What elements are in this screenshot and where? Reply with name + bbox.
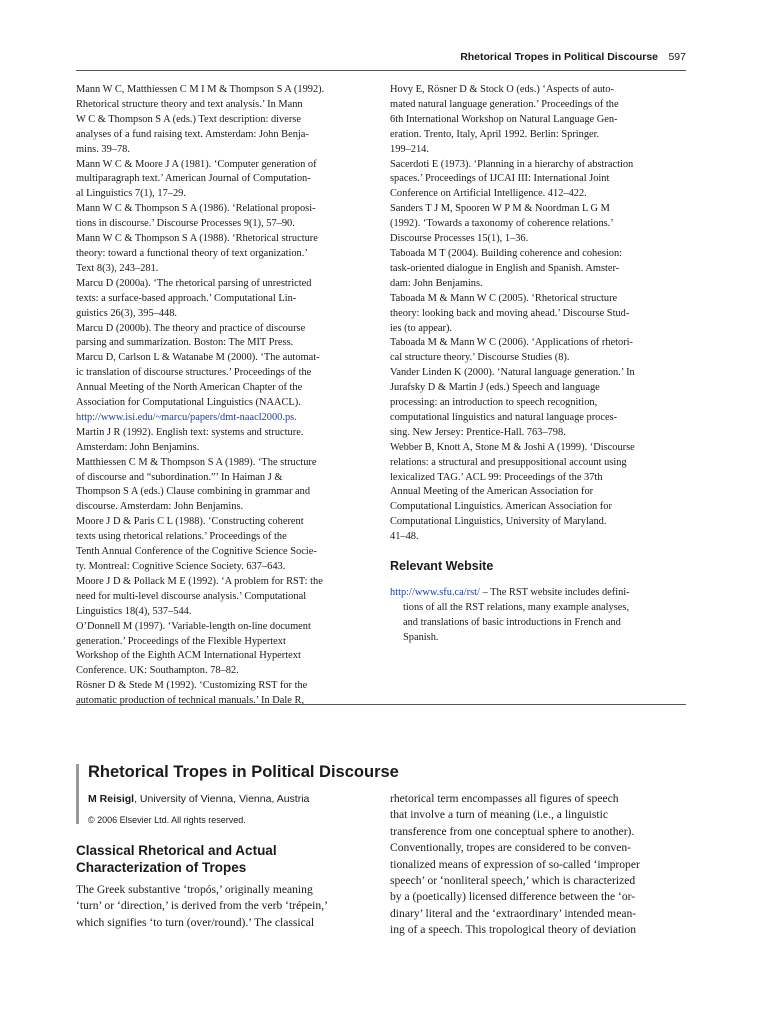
reference-entry: Moore J D & Pollack M E (1992). ‘A problem for RST: the need for multi-level discourse analysis.’ Computational Linguistics 18(4), 537–544. — [76, 575, 323, 617]
reference-entry: Taboada M & Mann W C (2005). ‘Rhetorical structure theory: looking back and moving ahead.’ Discourse Stud- ies (to appear). — [390, 292, 630, 334]
author-affiliation: , University of Vienna, Vienna, Austria — [134, 793, 310, 805]
reference-entry: Mann W C & Thompson S A (1988). ‘Rhetorical structure theory: toward a functional theory of text organization.’ Text 8(3), 243–281. — [76, 233, 318, 274]
website-desc-line: and translations of basic introductions in French and — [403, 616, 621, 628]
reference-entry: Vander Linden K (2000). ‘Natural language generation.’ In Jurafsky D & Martin J (eds.) Speech and language processing: an introduction to speech recognition, computational linguistics and natural language proces- sing. New Jersey: Prentice-Hall. 763–798. — [390, 367, 635, 438]
section-divider — [76, 704, 686, 705]
author-name: M Reisigl — [88, 793, 135, 805]
references-left-column — [76, 83, 370, 709]
reference-entry: Hovy E, Rösner D & Stock O (eds.) ‘Aspects of auto- mated natural language generation.’ Proceedings of the 6th International Workshop on Natural Language Gen- eration. Trento, Italy, April 1992. Berlin: Springer. 199–214. — [390, 84, 619, 155]
relevant-website-entry — [390, 586, 699, 646]
body-paragraph: rhetorical term encompasses all figures of speech that involve a turn of meaning (i.e., a linguistic transference from one conceptual sphere to another). Conventionally, tropes are considered to be conven- tionalized means of expression of so-called ‘improper speech’ or ‘nonliteral speech,’ which is characterized by a (poetically) licensed difference between the ‘or- dinary’ literal and the ‘extraordinary’ intended mean- ing of a speech. This tropological theory of deviation — [390, 792, 640, 937]
references-right-column — [390, 83, 686, 545]
page-number: 597 — [668, 51, 686, 63]
body-paragraph: The Greek substantive ‘tropós,’ originally meaning ‘turn’ or ‘direction,’ is derived from the verb ‘trépein,’ which signifies ‘to turn (over/round).’ The classical — [76, 883, 328, 929]
reference-entry: Webber B, Knott A, Stone M & Joshi A (1999). ‘Discourse relations: a structural and presuppositional account using lexicalized TAG.’ ACL 99: Proceedings of the 37th Annual Meeting of the American Association for Computational Linguistics. American Association for Computational Linguistics, University of Maryland. 41–48. — [390, 441, 635, 543]
rst-website-link[interactable]: http://www.sfu.ca/rst/ — [390, 587, 480, 598]
running-title: Rhetorical Tropes in Political Discourse — [460, 51, 658, 63]
body-text-left — [76, 882, 370, 931]
reference-entry: Taboada M & Mann W C (2006). ‘Applications of rhetori- cal structure theory.’ Discourse Studies (8). — [390, 337, 634, 364]
author-line — [88, 793, 309, 805]
reference-entry: O’Donnell M (1997). ‘Variable-length on-line document generation.’ Proceedings of the Flexible Hypertext Workshop of the Eighth ACM International Hypertext Conference. UK: Southampton. 78–82. — [76, 620, 311, 677]
running-header — [76, 50, 686, 71]
reference-entry: Sacerdoti E (1973). ‘Planning in a hierarchy of abstraction spaces.’ Proceedings of IJCAI III: International Joint Conference on Artificial Intelligence. 412–422. — [390, 158, 634, 200]
reference-entry: Marcu D, Carlson L & Watanabe M (2000). ‘The automat- ic translation of discourse structures.’ Proceedings of the Annual Meeting of the North American Chapter of the Association for Computational Linguistics (NAACL). http://www.isi.edu/~marcu/papers/dmt-naacl2000.ps. — [76, 351, 370, 426]
reference-entry: Moore J D & Paris C L (1988). ‘Constructing coherent texts using rhetorical relations.’ Proceedings of the Tenth Annual Conference of the Cognitive Science Socie- ty. Montreal: Cognitive Science Society. 637–643. — [76, 516, 317, 572]
copyright-notice: © 2006 Elsevier Ltd. All rights reserved. — [88, 815, 246, 825]
reference-entry: Sanders T J M, Spooren W P M & Noordman L G M (1992). ‘Towards a taxonomy of coherence relations.’ Discourse Processes 15(1), 1–36. — [390, 203, 614, 245]
reference-entry: Mann W C & Moore J A (1981). ‘Computer generation of multiparagraph text.’ American Journal of Computation- al Linguistics 7(1), 17–29. — [76, 158, 317, 200]
reference-entry: Marcu D (2000a). ‘The rhetorical parsing of unrestricted texts: a surface-based approach.’ Computational Lin- guistics 26(3), 395–448. — [76, 277, 312, 319]
website-desc-line: – The RST website includes defini- — [482, 587, 630, 598]
reference-entry: Mann W C & Thompson S A (1986). ‘Relational proposi- tions in discourse.’ Discourse Processes 9(1), 57–90. — [76, 203, 316, 230]
title-accent-bar — [76, 764, 79, 824]
article-title: Rhetorical Tropes in Political Discourse — [88, 763, 399, 781]
website-desc-line: Spanish. — [403, 631, 439, 643]
body-text-right — [390, 791, 686, 939]
reference-entry: Martin J R (1992). English text: systems and structure. Amsterdam: John Benjamins. — [76, 426, 304, 453]
relevant-website-heading: Relevant Website — [390, 559, 494, 573]
marcu-paper-link[interactable]: http://www.isi.edu/~marcu/papers/dmt-naacl2000.ps. — [76, 411, 297, 423]
reference-entry: Taboada M T (2004). Building coherence and cohesion: task-oriented dialogue in English and Spanish. Amster- dam: John Benjamins. — [390, 247, 623, 289]
section-heading: Classical Rhetorical and Actual Characterization of Tropes — [76, 843, 277, 875]
reference-entry: Rösner D & Stede M (1992). ‘Customizing RST for the automatic production of technical manuals.’ In Dale R, — [76, 680, 308, 707]
website-desc-line: tions of all the RST relations, many example analyses, — [403, 601, 630, 613]
reference-entry: Mann W C, Matthiessen C M I M & Thompson S A (1992). Rhetorical structure theory and text analysis.’ In Mann W C & Thompson S A (eds.) Text description: diverse analyses of a fund raising text. Amsterdam: John Benja- mins. 39–78. — [76, 84, 325, 155]
reference-entry: Matthiessen C M & Thompson S A (1989). ‘The structure of discourse and “subordination.”’ In Haiman J & Thompson S A (eds.) Clause combining in grammar and discourse. Amsterdam: John Benjamins. — [76, 456, 317, 513]
reference-entry: Marcu D (2000b). The theory and practice of discourse parsing and summarization. Boston: The MIT Press. — [76, 322, 306, 349]
